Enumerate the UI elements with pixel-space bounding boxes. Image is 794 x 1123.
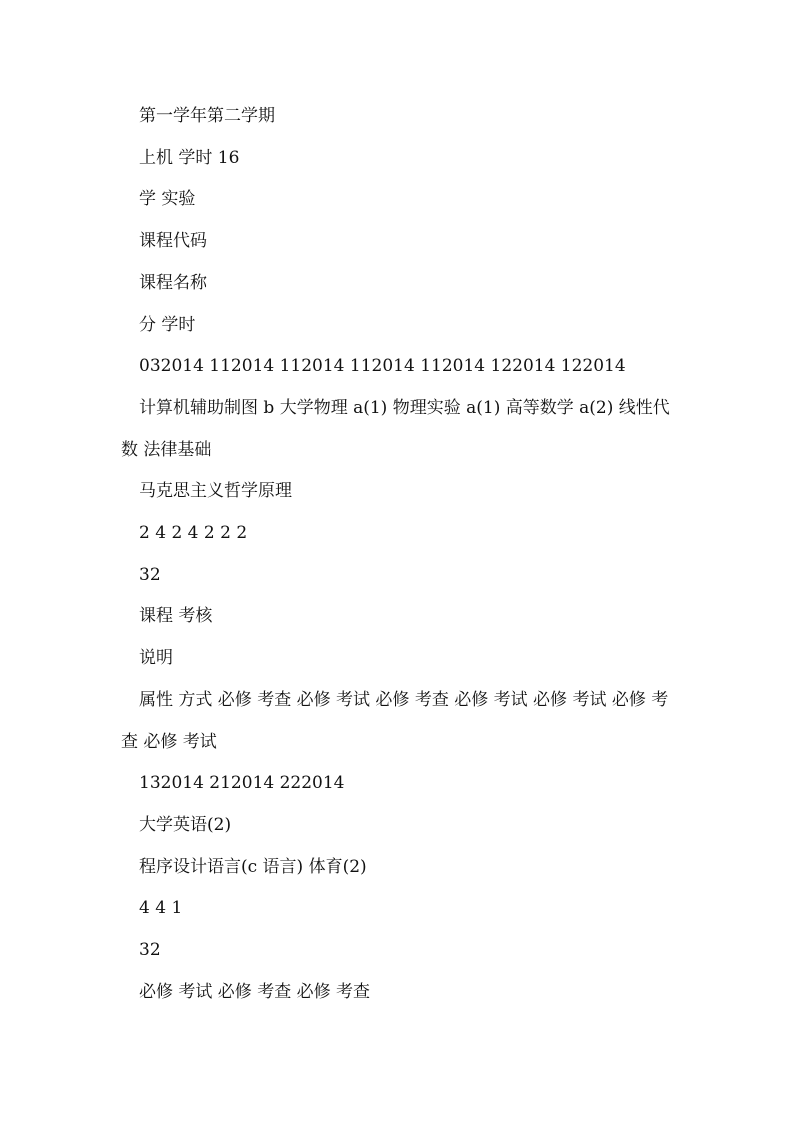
paragraph-course-name-english: 大学英语(2) <box>139 814 232 835</box>
paragraph-attributes: 属性 方式 必修 考查 必修 考试 必修 考查 必修 考试 必修 考试 必修 考查 必修 考试 <box>121 689 669 752</box>
paragraph-hours: 32 <box>139 564 161 585</box>
paragraph-credits-2: 4 4 1 <box>139 898 183 919</box>
paragraph-term: 第一学年第二学期 <box>139 106 275 126</box>
paragraph-credit-hours-header: 分 学时 <box>139 314 196 335</box>
paragraph-course-codes-2: 132014 212014 222014 <box>139 773 345 794</box>
paragraph-notes-header: 说明 <box>139 648 173 669</box>
paragraph-course-names-2: 程序设计语言(c 语言) 体育(2) <box>139 856 367 877</box>
paragraph-course-name-header: 课程名称 <box>139 272 207 293</box>
paragraph-course-codes: 032014 112014 112014 112014 112014 122014 122014 <box>139 356 626 377</box>
paragraph-credits: 2 4 2 4 2 2 2 <box>139 523 248 544</box>
paragraph-hours-2: 32 <box>139 940 161 961</box>
document-body <box>121 96 681 1013</box>
paragraph-course-assessment-header: 课程 考核 <box>139 606 213 627</box>
paragraph-course-names: 计算机辅助制图 b 大学物理 a(1) 物理实验 a(1) 高等数学 a(2) 线性代数 法律基础 <box>121 397 670 460</box>
paragraph-course-code-header: 课程代码 <box>139 231 207 252</box>
paragraph-attributes-2: 必修 考试 必修 考查 必修 考查 <box>139 981 371 1002</box>
paragraph-experiment: 学 实验 <box>139 189 196 210</box>
paragraph-course-name-extra: 马克思主义哲学原理 <box>139 481 292 502</box>
paragraph-lab-hours: 上机 学时 16 <box>139 147 240 168</box>
